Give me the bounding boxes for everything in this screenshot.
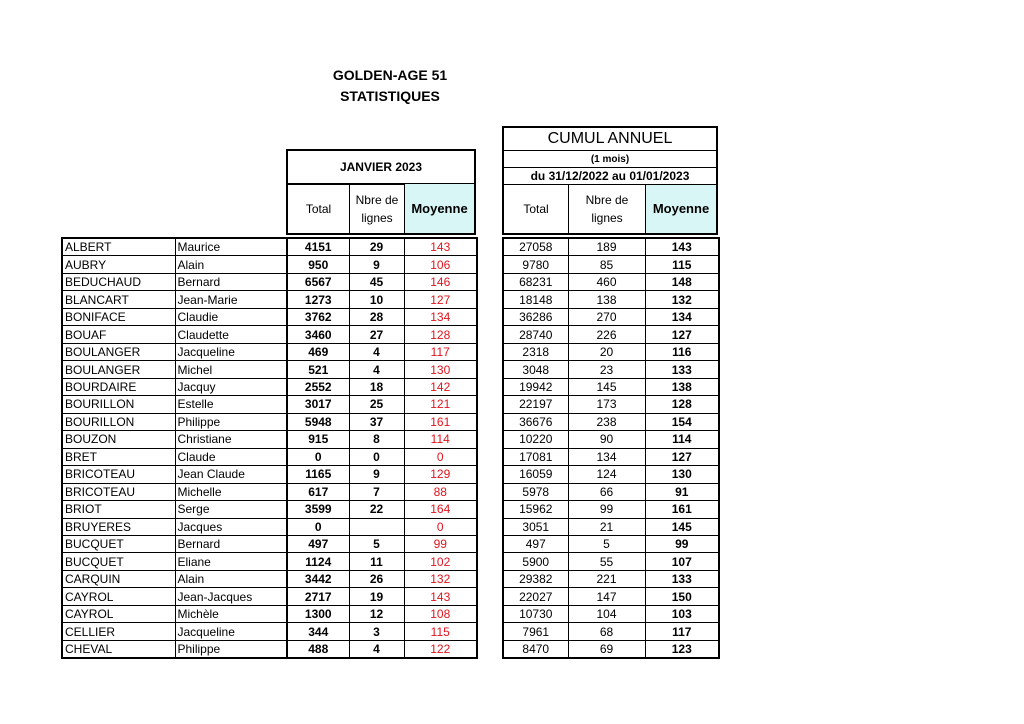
table-row [503, 291, 719, 308]
prenom-cell: Jacquy [175, 378, 287, 395]
nom-cell: BOURILLON [62, 413, 175, 430]
table-row [62, 326, 287, 343]
month-total-cell: 915 [287, 431, 349, 448]
month-total-cell: 3017 [287, 396, 349, 413]
month-lignes-cell: 27 [349, 326, 404, 343]
table-row [62, 378, 287, 395]
table-row [503, 256, 719, 273]
nom-cell: BOUAF [62, 326, 175, 343]
month-lignes-cell: 9 [349, 466, 404, 483]
prenom-cell: Eliane [175, 553, 287, 570]
table-row [503, 378, 719, 395]
cumul-header [502, 126, 718, 235]
cumul-moyenne-cell: 107 [645, 553, 719, 570]
table-row [287, 378, 477, 395]
cumul-total-cell: 18148 [503, 291, 568, 308]
prenom-cell: Claudette [175, 326, 287, 343]
table-row [287, 396, 477, 413]
cumul-lignes-cell: 85 [568, 256, 645, 273]
month-moyenne-cell: 128 [404, 326, 477, 343]
nom-cell: CAYROL [62, 588, 175, 605]
cumul-lignes-cell: 21 [568, 518, 645, 535]
cumul-lignes-cell: 270 [568, 308, 645, 325]
nom-cell: BOULANGER [62, 361, 175, 378]
month-lignes-cell: 8 [349, 431, 404, 448]
month-total-cell: 950 [287, 256, 349, 273]
table-row [62, 238, 287, 256]
nom-cell: BRICOTEAU [62, 466, 175, 483]
table-row [503, 343, 719, 360]
cumul-total-cell: 27058 [503, 238, 568, 256]
cumul-col-nbre: Nbre de lignes [569, 185, 646, 233]
table-row [287, 535, 477, 552]
month-total-cell: 469 [287, 343, 349, 360]
nom-cell: BRICOTEAU [62, 483, 175, 500]
nom-cell: BRET [62, 448, 175, 465]
month-moyenne-cell: 115 [404, 623, 477, 640]
month-lignes-cell: 25 [349, 396, 404, 413]
month-lignes-cell: 19 [349, 588, 404, 605]
table-row [287, 483, 477, 500]
cumul-moyenne-cell: 132 [645, 291, 719, 308]
prenom-cell: Philippe [175, 413, 287, 430]
month-moyenne-cell: 0 [404, 448, 477, 465]
month-total-cell: 3442 [287, 570, 349, 587]
cumul-total-cell: 15962 [503, 501, 568, 518]
cumul-total-cell: 17081 [503, 448, 568, 465]
month-col-nbre: Nbre de lignes [350, 184, 405, 233]
table-row [287, 501, 477, 518]
month-moyenne-cell: 130 [404, 361, 477, 378]
month-moyenne-cell: 134 [404, 308, 477, 325]
table-row [503, 518, 719, 535]
cumul-total-cell: 5978 [503, 483, 568, 500]
month-lignes-cell: 4 [349, 640, 404, 658]
month-lignes-cell: 18 [349, 378, 404, 395]
table-row [62, 396, 287, 413]
cumul-total-cell: 36676 [503, 413, 568, 430]
prenom-cell: Jean Claude [175, 466, 287, 483]
table-row [287, 431, 477, 448]
cumul-moyenne-cell: 130 [645, 466, 719, 483]
cumul-lignes-cell: 189 [568, 238, 645, 256]
cumul-moyenne-cell: 148 [645, 273, 719, 290]
nom-cell: BOULANGER [62, 343, 175, 360]
document-subtitle: STATISTIQUES [340, 88, 440, 104]
table-row [62, 448, 287, 465]
table-row [503, 308, 719, 325]
nom-cell: BEDUCHAUD [62, 273, 175, 290]
table-row [62, 483, 287, 500]
cumul-moyenne-cell: 99 [645, 535, 719, 552]
cumul-moyenne-cell: 116 [645, 343, 719, 360]
table-row [62, 535, 287, 552]
month-lignes-cell: 0 [349, 448, 404, 465]
month-total-cell: 3599 [287, 501, 349, 518]
table-row [503, 605, 719, 622]
cumul-total-cell: 29382 [503, 570, 568, 587]
cumul-total-cell: 68231 [503, 273, 568, 290]
cumul-table [502, 237, 720, 659]
cumul-total-cell: 9780 [503, 256, 568, 273]
cumul-lignes-cell: 221 [568, 570, 645, 587]
month-total-cell: 1165 [287, 466, 349, 483]
cumul-months: (1 mois) [504, 151, 716, 168]
month-total-cell: 617 [287, 483, 349, 500]
month-moyenne-cell: 129 [404, 466, 477, 483]
month-total-cell: 5948 [287, 413, 349, 430]
table-row [287, 308, 477, 325]
nom-cell: BONIFACE [62, 308, 175, 325]
table-row [287, 588, 477, 605]
cumul-lignes-cell: 90 [568, 431, 645, 448]
prenom-cell: Jacqueline [175, 343, 287, 360]
table-row [287, 640, 477, 658]
nom-cell: BRUYERES [62, 518, 175, 535]
table-row [503, 588, 719, 605]
month-lignes-cell: 26 [349, 570, 404, 587]
cumul-moyenne-cell: 145 [645, 518, 719, 535]
month-moyenne-cell: 132 [404, 570, 477, 587]
cumul-lignes-cell: 226 [568, 326, 645, 343]
month-moyenne-cell: 121 [404, 396, 477, 413]
prenom-cell: Bernard [175, 273, 287, 290]
table-row [287, 518, 477, 535]
month-total-cell: 2552 [287, 378, 349, 395]
table-row [503, 396, 719, 413]
month-lignes-cell: 4 [349, 361, 404, 378]
cumul-moyenne-cell: 114 [645, 431, 719, 448]
nom-cell: BRIOT [62, 501, 175, 518]
month-moyenne-cell: 142 [404, 378, 477, 395]
document-title: GOLDEN-AGE 51 [332, 67, 448, 83]
month-moyenne-cell: 114 [404, 431, 477, 448]
table-row [62, 518, 287, 535]
table-row [503, 361, 719, 378]
prenom-cell: Michèle [175, 605, 287, 622]
table-row [62, 273, 287, 290]
cumul-moyenne-cell: 123 [645, 640, 719, 658]
table-row [62, 308, 287, 325]
table-row [287, 623, 477, 640]
prenom-cell: Maurice [175, 238, 287, 256]
cumul-total-cell: 10220 [503, 431, 568, 448]
month-moyenne-cell: 117 [404, 343, 477, 360]
prenom-cell: Bernard [175, 535, 287, 552]
table-row [503, 535, 719, 552]
month-lignes-cell: 7 [349, 483, 404, 500]
table-row [62, 361, 287, 378]
table-row [62, 605, 287, 622]
nom-cell: ALBERT [62, 238, 175, 256]
prenom-cell: Michelle [175, 483, 287, 500]
table-row [62, 431, 287, 448]
table-row [287, 238, 477, 256]
nom-cell: CARQUIN [62, 570, 175, 587]
cumul-moyenne-cell: 103 [645, 605, 719, 622]
cumul-moyenne-cell: 133 [645, 570, 719, 587]
cumul-col-moyenne: Moyenne [646, 185, 716, 233]
month-moyenne-cell: 122 [404, 640, 477, 658]
cumul-lignes-cell: 23 [568, 361, 645, 378]
table-row [62, 291, 287, 308]
cumul-total-cell: 3051 [503, 518, 568, 535]
nom-cell: BUCQUET [62, 535, 175, 552]
table-row [62, 623, 287, 640]
month-label: JANVIER 2023 [288, 151, 474, 185]
month-lignes-cell: 29 [349, 238, 404, 256]
cumul-lignes-cell: 460 [568, 273, 645, 290]
cumul-moyenne-cell: 117 [645, 623, 719, 640]
month-lignes-cell: 28 [349, 308, 404, 325]
month-moyenne-cell: 143 [404, 238, 477, 256]
prenom-cell: Serge [175, 501, 287, 518]
month-lignes-cell [349, 518, 404, 535]
month-lignes-cell: 9 [349, 256, 404, 273]
cumul-moyenne-cell: 150 [645, 588, 719, 605]
table-row [503, 501, 719, 518]
cumul-lignes-cell: 69 [568, 640, 645, 658]
month-moyenne-cell: 146 [404, 273, 477, 290]
month-moyenne-cell: 164 [404, 501, 477, 518]
cumul-total-cell: 28740 [503, 326, 568, 343]
month-total-cell: 344 [287, 623, 349, 640]
month-lignes-cell: 22 [349, 501, 404, 518]
prenom-cell: Jean-Jacques [175, 588, 287, 605]
cumul-moyenne-cell: 138 [645, 378, 719, 395]
table-row [503, 623, 719, 640]
nom-cell: CAYROL [62, 605, 175, 622]
month-total-cell: 0 [287, 518, 349, 535]
month-total-cell: 4151 [287, 238, 349, 256]
nom-cell: BLANCART [62, 291, 175, 308]
table-row [287, 326, 477, 343]
month-lignes-cell: 45 [349, 273, 404, 290]
cumul-lignes-cell: 5 [568, 535, 645, 552]
month-total-cell: 6567 [287, 273, 349, 290]
cumul-total-cell: 3048 [503, 361, 568, 378]
cumul-lignes-cell: 145 [568, 378, 645, 395]
cumul-moyenne-cell: 115 [645, 256, 719, 273]
cumul-lignes-cell: 173 [568, 396, 645, 413]
table-row [503, 640, 719, 658]
cumul-moyenne-cell: 161 [645, 501, 719, 518]
table-row [287, 413, 477, 430]
cumul-moyenne-cell: 133 [645, 361, 719, 378]
table-row [287, 343, 477, 360]
cumul-lignes-cell: 134 [568, 448, 645, 465]
prenom-cell: Claude [175, 448, 287, 465]
table-row [287, 448, 477, 465]
cumul-moyenne-cell: 128 [645, 396, 719, 413]
cumul-total-cell: 8470 [503, 640, 568, 658]
prenom-cell: Jacques [175, 518, 287, 535]
table-row [62, 553, 287, 570]
cumul-moyenne-cell: 154 [645, 413, 719, 430]
month-moyenne-cell: 102 [404, 553, 477, 570]
cumul-dates: du 31/12/2022 au 01/01/2023 [504, 168, 716, 185]
month-header [286, 149, 476, 235]
table-row [503, 466, 719, 483]
table-row [62, 466, 287, 483]
nom-cell: BOURILLON [62, 396, 175, 413]
cumul-moyenne-cell: 127 [645, 448, 719, 465]
cumul-moyenne-cell: 91 [645, 483, 719, 500]
cumul-moyenne-cell: 127 [645, 326, 719, 343]
cumul-total-cell: 10730 [503, 605, 568, 622]
cumul-total-cell: 16059 [503, 466, 568, 483]
month-lignes-cell: 4 [349, 343, 404, 360]
table-row [503, 238, 719, 256]
month-lignes-cell: 10 [349, 291, 404, 308]
cumul-lignes-cell: 104 [568, 605, 645, 622]
nom-cell: BOUZON [62, 431, 175, 448]
cumul-total-cell: 7961 [503, 623, 568, 640]
cumul-lignes-cell: 20 [568, 343, 645, 360]
prenom-cell: Christiane [175, 431, 287, 448]
prenom-cell: Philippe [175, 640, 287, 658]
table-row [62, 588, 287, 605]
month-col-moyenne: Moyenne [405, 184, 474, 233]
table-row [287, 273, 477, 290]
table-row [503, 431, 719, 448]
nom-cell: AUBRY [62, 256, 175, 273]
prenom-cell: Jacqueline [175, 623, 287, 640]
nom-cell: CELLIER [62, 623, 175, 640]
prenom-cell: Alain [175, 570, 287, 587]
cumul-lignes-cell: 66 [568, 483, 645, 500]
month-moyenne-cell: 161 [404, 413, 477, 430]
cumul-total-cell: 36286 [503, 308, 568, 325]
month-lignes-cell: 5 [349, 535, 404, 552]
month-lignes-cell: 11 [349, 553, 404, 570]
table-row [287, 605, 477, 622]
cumul-lignes-cell: 147 [568, 588, 645, 605]
month-moyenne-cell: 0 [404, 518, 477, 535]
month-total-cell: 1124 [287, 553, 349, 570]
month-table [286, 237, 478, 659]
table-row [503, 413, 719, 430]
month-total-cell: 497 [287, 535, 349, 552]
month-lignes-cell: 12 [349, 605, 404, 622]
prenom-cell: Claudie [175, 308, 287, 325]
cumul-total-cell: 497 [503, 535, 568, 552]
cumul-lignes-cell: 124 [568, 466, 645, 483]
cumul-col-total: Total [504, 185, 569, 233]
month-moyenne-cell: 143 [404, 588, 477, 605]
cumul-lignes-cell: 99 [568, 501, 645, 518]
prenom-cell: Alain [175, 256, 287, 273]
table-row [503, 553, 719, 570]
month-total-cell: 1273 [287, 291, 349, 308]
cumul-total-cell: 5900 [503, 553, 568, 570]
cumul-total-cell: 2318 [503, 343, 568, 360]
month-moyenne-cell: 108 [404, 605, 477, 622]
nom-cell: BOURDAIRE [62, 378, 175, 395]
table-row [503, 448, 719, 465]
month-total-cell: 3460 [287, 326, 349, 343]
table-row [287, 361, 477, 378]
table-row [287, 466, 477, 483]
prenom-cell: Michel [175, 361, 287, 378]
table-row [287, 553, 477, 570]
month-total-cell: 2717 [287, 588, 349, 605]
table-row [62, 413, 287, 430]
cumul-lignes-cell: 55 [568, 553, 645, 570]
table-row [503, 326, 719, 343]
prenom-cell: Estelle [175, 396, 287, 413]
table-row [62, 343, 287, 360]
cumul-lignes-cell: 138 [568, 291, 645, 308]
month-total-cell: 3762 [287, 308, 349, 325]
month-moyenne-cell: 127 [404, 291, 477, 308]
month-lignes-cell: 37 [349, 413, 404, 430]
cumul-moyenne-cell: 143 [645, 238, 719, 256]
table-row [62, 570, 287, 587]
cumul-lignes-cell: 68 [568, 623, 645, 640]
cumul-label: CUMUL ANNUEL [504, 128, 716, 151]
month-moyenne-cell: 106 [404, 256, 477, 273]
month-col-total: Total [288, 184, 350, 233]
month-moyenne-cell: 88 [404, 483, 477, 500]
cumul-total-cell: 22027 [503, 588, 568, 605]
month-lignes-cell: 3 [349, 623, 404, 640]
table-row [503, 570, 719, 587]
table-row [503, 483, 719, 500]
table-row [62, 501, 287, 518]
table-row [287, 256, 477, 273]
cumul-total-cell: 22197 [503, 396, 568, 413]
table-row [503, 273, 719, 290]
table-row [287, 291, 477, 308]
nom-cell: CHEVAL [62, 640, 175, 658]
month-total-cell: 488 [287, 640, 349, 658]
cumul-lignes-cell: 238 [568, 413, 645, 430]
prenom-cell: Jean-Marie [175, 291, 287, 308]
cumul-moyenne-cell: 134 [645, 308, 719, 325]
cumul-total-cell: 19942 [503, 378, 568, 395]
month-total-cell: 521 [287, 361, 349, 378]
month-moyenne-cell: 99 [404, 535, 477, 552]
nom-cell: BUCQUET [62, 553, 175, 570]
names-table [61, 237, 288, 659]
table-row [287, 570, 477, 587]
month-total-cell: 0 [287, 448, 349, 465]
month-total-cell: 1300 [287, 605, 349, 622]
table-row [62, 640, 287, 658]
table-row [62, 256, 287, 273]
